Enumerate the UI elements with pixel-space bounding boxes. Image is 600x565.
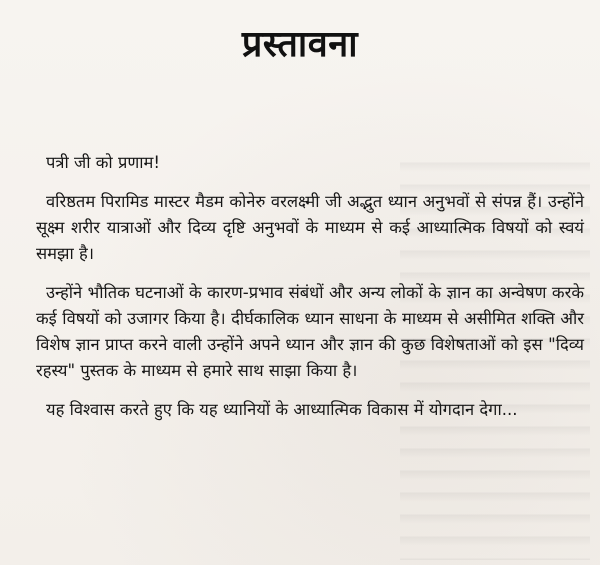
- body-text: [36, 150, 584, 436]
- paragraph-1: वरिष्ठतम पिरामिड मास्टर मैडम कोनेरु वरलक्ष्मी जी अद्भुत ध्यान अनुभवों से संपन्न हैं। उन्होंने सूक्ष्म शरीर यात्राओं और दिव्य दृष्टि अनुभवों के माध्यम से कई आध्यात्मिक विषयों को स्वयं समझा है।: [36, 192, 584, 263]
- paragraph-3: यह विश्वास करते हुए कि यह ध्यानियों के आध्यात्मिक विकास में योगदान देगा...: [46, 400, 518, 419]
- salutation-paragraph: पत्री जी को प्रणाम!: [46, 153, 161, 172]
- page-title: प्रस्तावना: [241, 24, 359, 65]
- paragraph-2: उन्होंने भौतिक घटनाओं के कारण-प्रभाव संबंधों और अन्य लोकों के ज्ञान का अन्वेषण करके कई विषयों को उजागर किया है। दीर्घकालिक ध्यान साधना के माध्यम से असीमित शक्ति और विशेष ज्ञान प्राप्त करने वाली उन्होंने अपने ध्यान और ज्ञान की कुछ विशेषताओं को इस "दिव्य रहस्य" पुस्तक के माध्यम से हमारे साथ साझा किया है।: [36, 283, 584, 380]
